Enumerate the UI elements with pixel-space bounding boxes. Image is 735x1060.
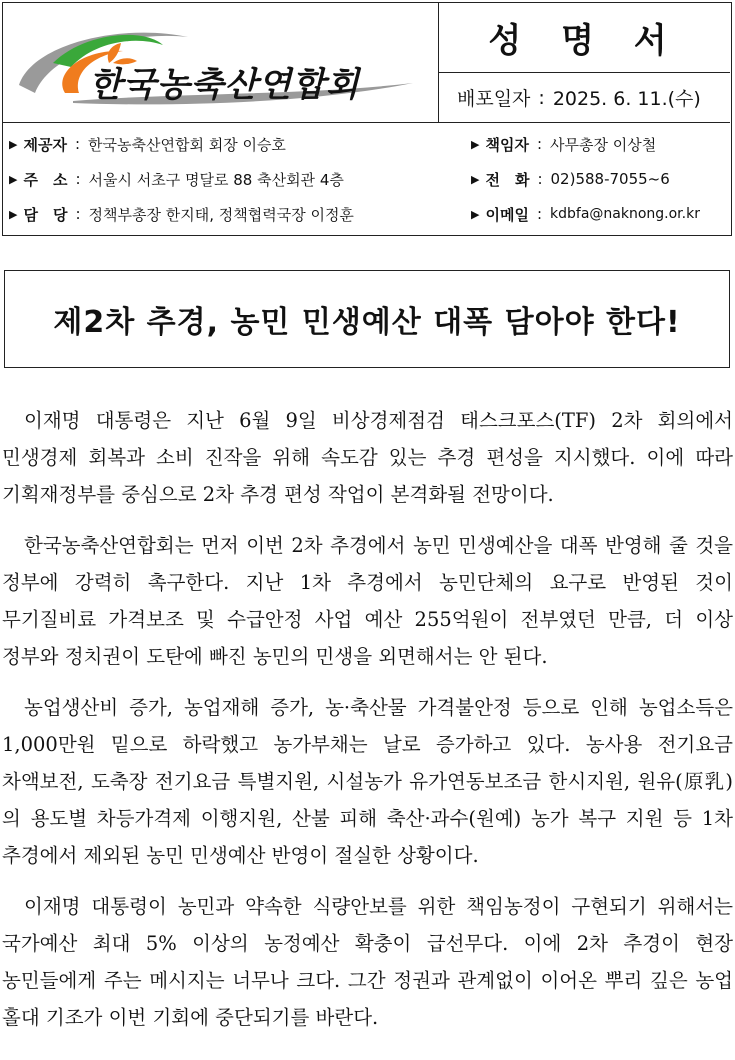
organization-logo-text: 한국농축산연합회 bbox=[89, 65, 360, 105]
headline-box bbox=[4, 270, 730, 368]
release-date-cell bbox=[439, 73, 730, 123]
info-row bbox=[3, 164, 730, 194]
headline: 제2차 추경, 농민 민생예산 대폭 담아야 한다! bbox=[53, 305, 681, 340]
info-phone: ▶ 전 화 : 02)588-7055~6 bbox=[471, 170, 670, 189]
body-paragraph: 이재명 대통령은 지난 6월 9일 비상경제점검 태스크포스(TF) 2차 회의에서 민생경제 회복과 소비 진작을 위해 속도감 있는 추경 편성을 지시했다. 이에 따라 기획재정부를 중심으로 2차 추경 편성 작업이 본격화될 전망이다. bbox=[2, 409, 733, 506]
contact-label: 담 당 bbox=[23, 205, 68, 224]
logo-area bbox=[3, 3, 439, 123]
phone-value: 02)588-7055~6 bbox=[550, 170, 670, 188]
body-paragraph: 한국농축산연합회는 먼저 이번 2차 추경에서 농민 민생예산을 대폭 반영해 줄 것을 정부에 강력히 촉구한다. 지난 1차 추경에서 농민단체의 요구로 반영된 것이 무기질비료 가격보조 및 수급안정 사업 예산 255억원이 전부였던 만큼, 더 이상 정부와 정치권이 도탄에 빠진 농민의 민생을 외면해서는 안 된다. bbox=[2, 534, 733, 668]
provider-value: 한국농축산연합회 회장 이승호 bbox=[88, 135, 286, 154]
info-address: ▶ 주 소 : 서울시 서초구 명달로 88 축산회관 4층 bbox=[9, 170, 344, 189]
triangle-bullet-icon: ▶ bbox=[471, 137, 480, 151]
provider-label: 제공자 bbox=[23, 135, 67, 154]
email-value[interactable]: kdbfa@naknong.or.kr bbox=[550, 206, 700, 222]
release-date-label: 배포일자 bbox=[457, 88, 531, 110]
body-paragraph: 농업생산비 증가, 농업재해 증가, 농·축산물 가격불안정 등으로 인해 농업소득은 1,000만원 밑으로 하락했고 농가부채는 날로 증가하고 있다. 농사용 전기요금 차액보전, 도축장 전기요금 특별지원, 시설농가 유가연동보조금 한시지원, 원유(原乳)의 용도별 차등가격제 이행지원, 산불 피해 축산·과수(원예) 농가 복구 지원 등 1차 추경에서 제외된 농민 민생예산 반영이 절실한 상황이다. bbox=[2, 696, 733, 867]
triangle-bullet-icon: ▶ bbox=[9, 172, 18, 186]
phone-label: 전 화 bbox=[485, 170, 530, 189]
press-release-header bbox=[2, 2, 732, 236]
info-manager: ▶ 책임자 : 사무총장 이상철 bbox=[471, 135, 657, 154]
manager-label: 책임자 bbox=[485, 135, 529, 154]
info-provider: ▶ 제공자 : 한국농축산연합회 회장 이승호 bbox=[9, 135, 286, 154]
info-row bbox=[3, 129, 730, 159]
triangle-bullet-icon: ▶ bbox=[9, 137, 18, 151]
info-email: ▶ 이메일 : kdbfa@naknong.or.kr bbox=[471, 205, 700, 224]
email-label: 이메일 bbox=[485, 205, 529, 224]
contact-info bbox=[3, 123, 730, 235]
address-value: 서울시 서초구 명달로 88 축산회관 4층 bbox=[88, 170, 344, 189]
body-paragraph: 이재명 대통령이 농민과 약속한 식량안보를 위한 책임농정이 구현되기 위해서는 국가예산 최대 5% 이상의 농정예산 확충이 급선무다. 이에 2차 추경이 현장 농민들에게 주는 메시지는 너무나 크다. 그간 정권과 관계없이 이어온 뿌리 깊은 농업 홀대 기조가 이번 기회에 중단되기를 바란다. bbox=[2, 895, 733, 1029]
contact-value: 정책부총장 한지태, 정책협력국장 이정훈 bbox=[88, 205, 354, 224]
release-date-value: 2025. 6. 11.(수) bbox=[552, 88, 701, 110]
document-title-cell bbox=[439, 3, 730, 73]
triangle-bullet-icon: ▶ bbox=[471, 207, 480, 221]
manager-value: 사무총장 이상철 bbox=[550, 135, 657, 154]
release-date-colon: : bbox=[538, 86, 545, 109]
address-label: 주 소 bbox=[23, 170, 68, 189]
triangle-bullet-icon: ▶ bbox=[471, 172, 480, 186]
document-title: 성 명 서 bbox=[488, 21, 681, 61]
info-row bbox=[3, 199, 730, 229]
triangle-bullet-icon: ▶ bbox=[9, 207, 18, 221]
statement-body bbox=[2, 402, 733, 1050]
info-contact: ▶ 담 당 : 정책부총장 한지태, 정책협력국장 이정훈 bbox=[9, 205, 354, 224]
